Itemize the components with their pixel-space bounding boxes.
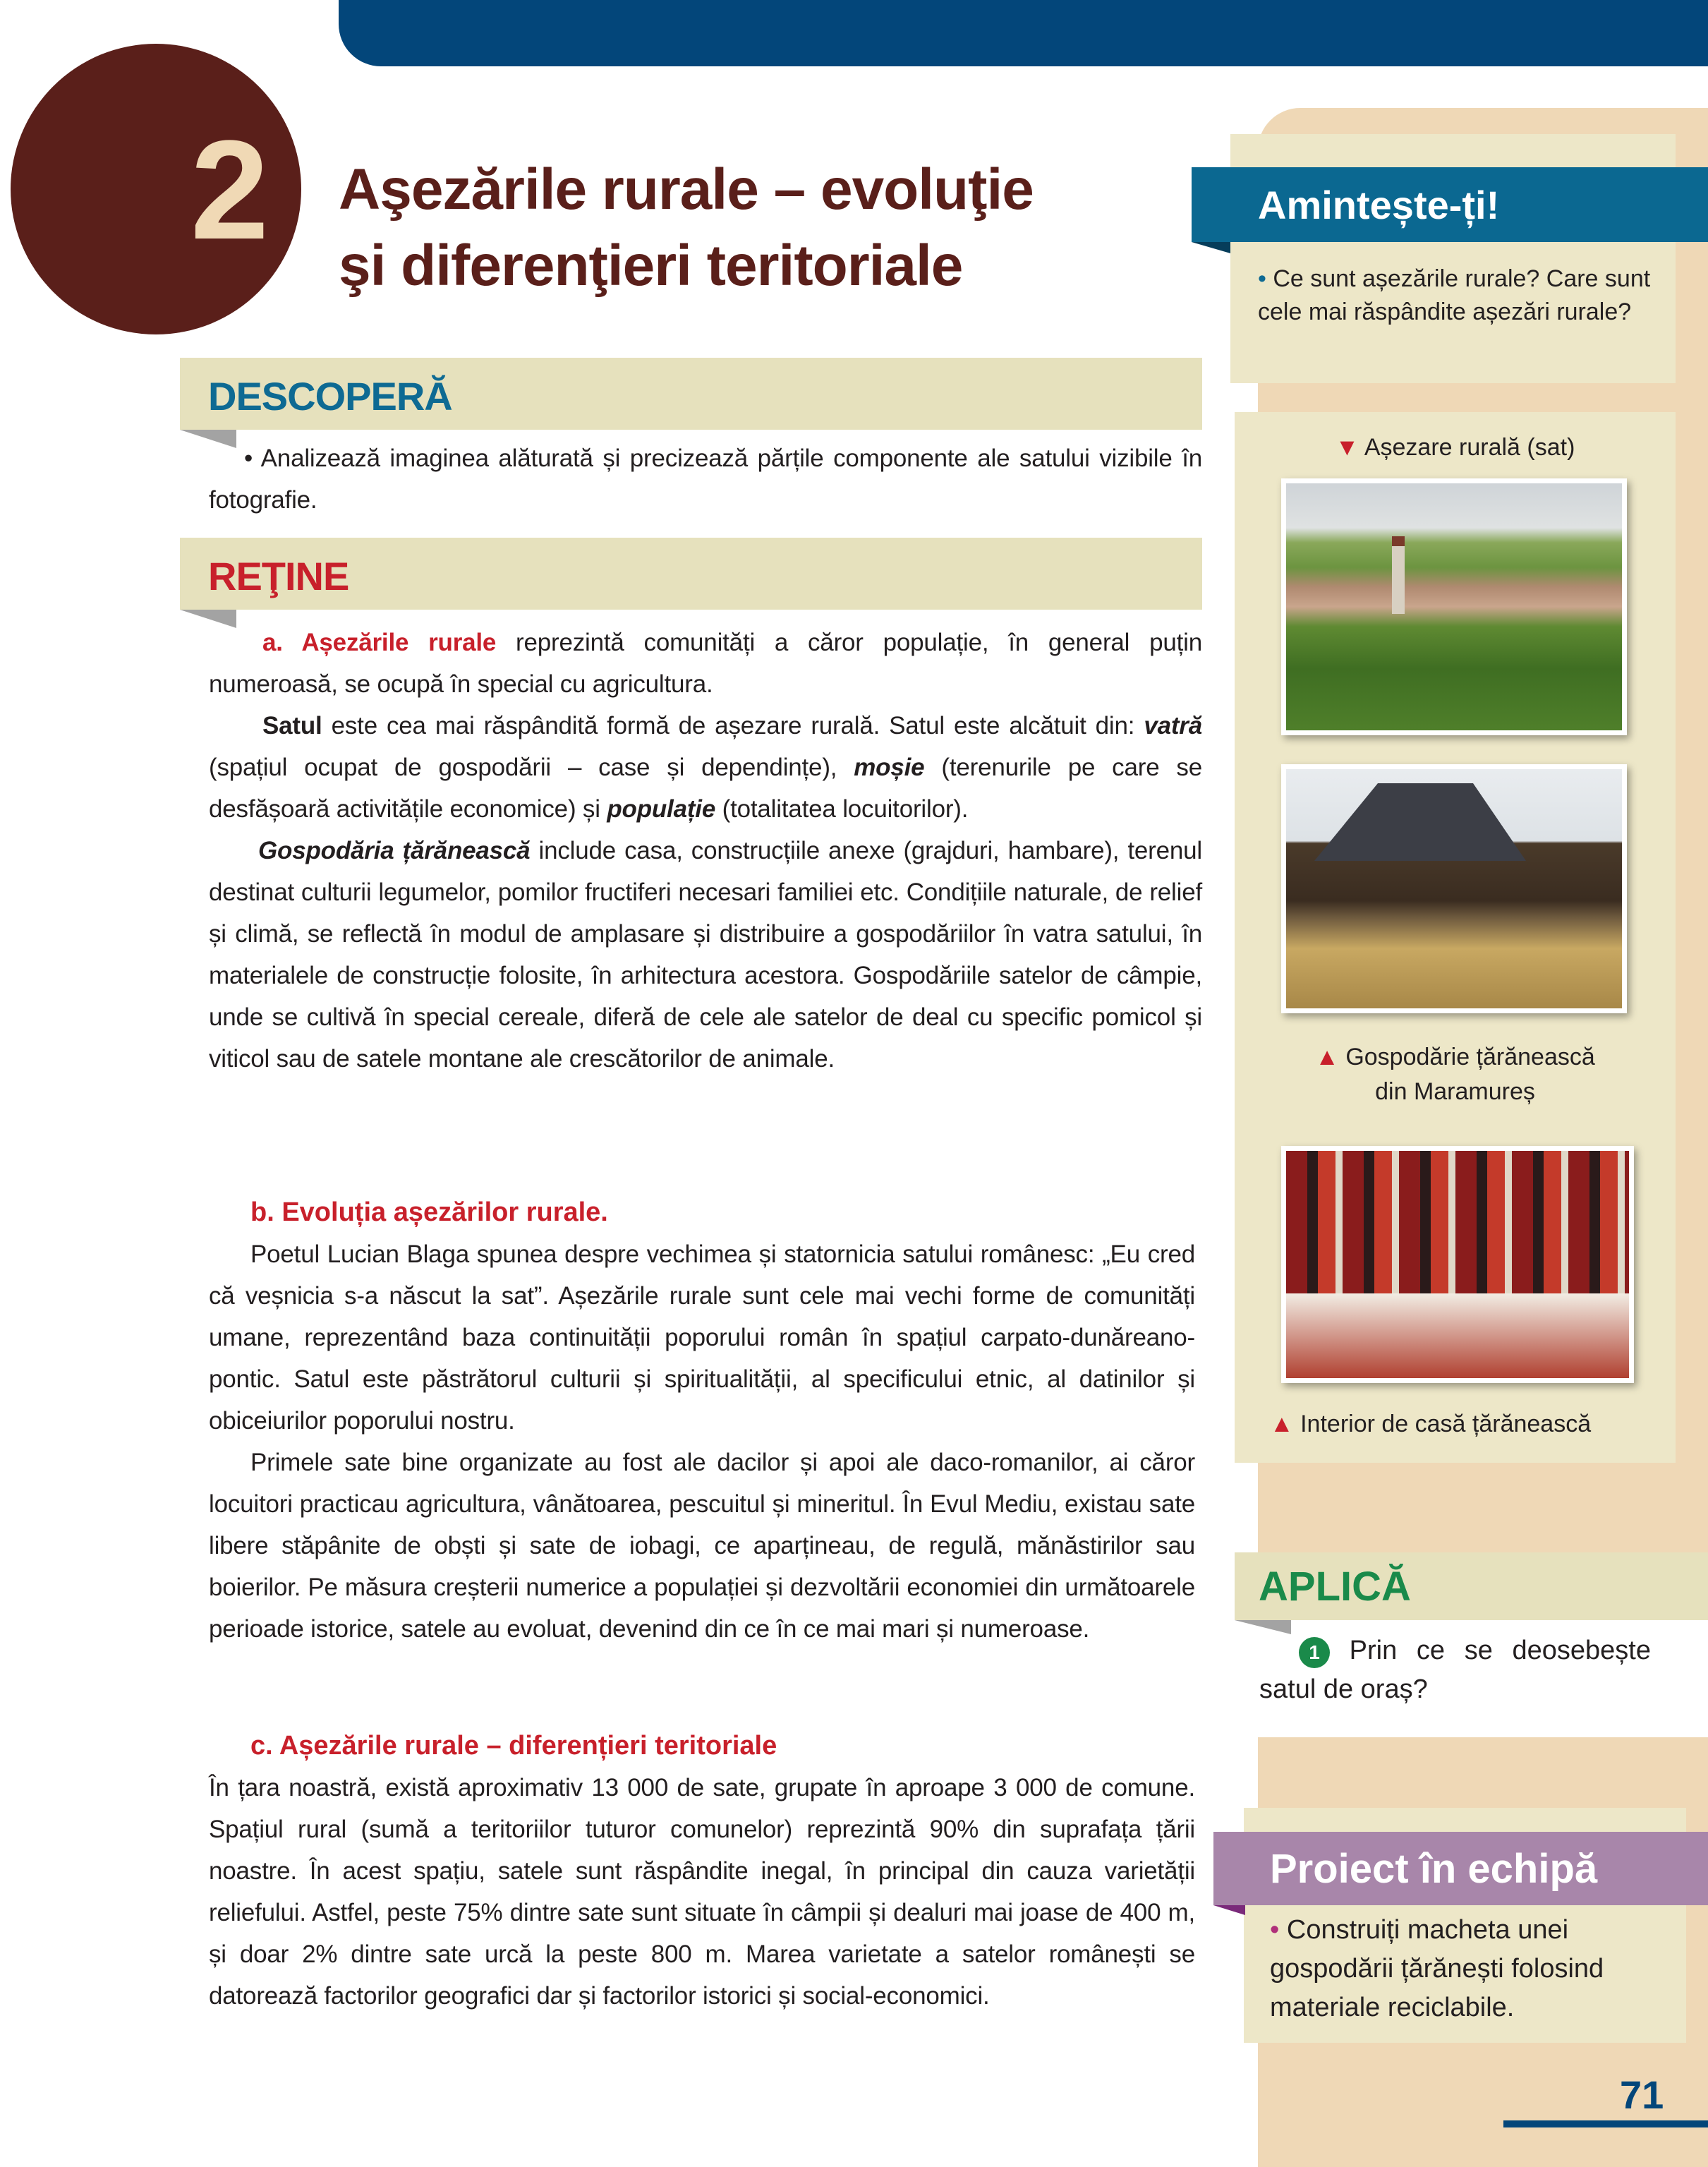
- text-run: Gospodăria țărănească: [258, 837, 531, 864]
- triangle-up-icon: ▲: [1270, 1411, 1294, 1437]
- aminteste-question: Ce sunt așezările rurale? Care sunt cele mai răspândite așezări rurale?: [1258, 265, 1651, 325]
- retine-header: [180, 538, 1202, 610]
- fold-decoration: [1213, 1905, 1245, 1915]
- caption-text: Așezare rurală (sat): [1364, 434, 1575, 461]
- chapter-number: 2: [190, 111, 269, 269]
- proiect-task: Construiți macheta unei gospodării țărănești folosind materiale reciclabile.: [1270, 1915, 1604, 2022]
- caption-household: [1235, 1040, 1676, 1109]
- page-number-rule: [1503, 2120, 1708, 2127]
- text-run: (totalitatea locuitorilor).: [715, 795, 969, 823]
- aplica-question: [1259, 1631, 1651, 1709]
- text-run: vatră: [1144, 712, 1202, 740]
- retine-heading: REŢINE: [208, 554, 349, 598]
- section-c-heading: c. Așezările rurale – diferențieri teritoriale: [250, 1731, 777, 1761]
- text-run: populație: [607, 795, 716, 823]
- question-text: Prin ce se deosebește satul de oraș?: [1259, 1636, 1651, 1704]
- caption-text: Interior de casă țărănească: [1300, 1411, 1592, 1437]
- text-run: (spațiul ocupat de gospodării – case și dependințe),: [209, 754, 854, 781]
- section-b-heading: b. Evoluția așezărilor rurale.: [250, 1197, 608, 1227]
- caption-text: Gospodărie țărănească: [1345, 1044, 1595, 1070]
- section-b: [209, 1233, 1195, 1650]
- roof: [1314, 783, 1526, 861]
- paragraph: Poetul Lucian Blaga spunea despre vechimea și statornicia satului românesc: „Eu cred că veșnicia s-a născut la sat”. Așezările rurale sunt cele mai vechi forme de comunități umane, reprezentând baza continuității poporului român în spațiul carpato-dunăreano-pontic. Satul este păstrătorul culturii și spiritualității, al specificului etnic, al datinilor și obiceiurilor poporului nostru.: [209, 1241, 1195, 1435]
- proiect-header: Proiect în echipă: [1213, 1832, 1708, 1905]
- fold-decoration: [1192, 242, 1230, 253]
- text-run: include casa, construcțiile anexe (grajduri, hambare), terenul destinat culturii legumelor, pomilor fructiferi necesari familiei etc. Condițiile naturale, de relief și climă, se reflectă în modul de amplasare și distribuire a gospodăriilor în vatra satului, în materialele de construcție folosite, în arhitectura acestora. Gospodăriile satelor de câmpie, unde se cultivă în special cereale, diferă de cele ale satelor de deal cu specific pomicol și viticol sau de satele montane ale crescătorilor de animale.: [209, 837, 1202, 1073]
- caption-village: [1235, 430, 1676, 465]
- text-run: (terenurile pe care se desfășoară activitățile economice) și: [209, 754, 1202, 823]
- text-run: este cea mai răspândită formă de așezare rurală. Satul este alcătuit din:: [322, 712, 1144, 740]
- section-a: [209, 622, 1202, 1080]
- paragraph: [209, 830, 1202, 1080]
- page-title: [339, 152, 1034, 304]
- aminteste-text: [1258, 262, 1653, 329]
- triangle-down-icon: ▼: [1335, 434, 1359, 461]
- aplica-header: APLICĂ: [1235, 1552, 1708, 1620]
- bed: [1286, 1293, 1629, 1378]
- descopera-header: [180, 358, 1202, 430]
- question-number-badge: 1: [1299, 1637, 1330, 1668]
- proiect-text: [1270, 1911, 1672, 2027]
- paragraph: [209, 622, 1202, 705]
- text-run: reprezintă comunități a căror populație, în general puțin numeroasă, se ocupă în special cu agricultura.: [209, 629, 1202, 698]
- bullet: •: [1258, 265, 1266, 292]
- aminteste-header: Amintește-ți!: [1192, 167, 1708, 242]
- photo-village: [1281, 478, 1627, 735]
- paragraph: Primele sate bine organizate au fost ale dacilor și apoi ale daco-romanilor, ai căror locuitori practicau agricultura, vânătoarea, pescuitul și mineritul. În Evul Mediu, existau sate libere stăpânite de obști și sate de iobagi, ce aparțineau, de regulă, mănăstirilor sau boierilor. Pe măsura creșterii numerice a populației și dezvoltării economiei din următoarele perioade istorice, satele au evoluat, devenind din ce în ce mai mari și numeroase.: [209, 1449, 1195, 1643]
- paragraph: [209, 705, 1202, 830]
- caption-interior: [1270, 1407, 1651, 1442]
- top-banner: [339, 0, 1708, 66]
- triangle-up-icon: ▲: [1315, 1044, 1339, 1070]
- descopera-text: • Analizează imaginea alăturată și precizează părțile componente ale satului vizibile în fotografie.: [209, 445, 1202, 514]
- descopera-heading: DESCOPERĂ: [208, 374, 452, 418]
- text-run: Satul: [262, 712, 322, 740]
- text-run: moșie: [854, 754, 925, 781]
- section-c-text: În țara noastră, există aproximativ 13 000 de sate, grupate în aproape 3 000 de comune. Spațiul rural (sumă a teritoriilor tuturor comunelor) reprezintă 90% din suprafața țării noastre. În acest spațiu, satele sunt răspândite inegal, în principal din cauza varietății reliefului. Astfel, peste 75% dintre sate sunt situate în câmpii și dealuri mai joase de 400 m, și doar 2% dintre sate urcă la peste 800 m. Marea varietate a satelor românești se datorează factorilor geografici dar și factorilor istorici și social-economici.: [209, 1774, 1195, 2010]
- text-run: a. Așezările rurale: [262, 629, 497, 656]
- photo-interior: [1281, 1146, 1634, 1383]
- bullet: •: [1270, 1915, 1280, 1945]
- page-number: 71: [1620, 2072, 1664, 2117]
- caption-text: din Maramureș: [1375, 1078, 1535, 1105]
- photo-gate: [1281, 764, 1627, 1013]
- title-line-1: Aşezările rurale – evoluţie: [339, 157, 1034, 222]
- title-line-2: şi diferenţieri teritoriale: [339, 234, 963, 298]
- church-tower: [1392, 536, 1405, 614]
